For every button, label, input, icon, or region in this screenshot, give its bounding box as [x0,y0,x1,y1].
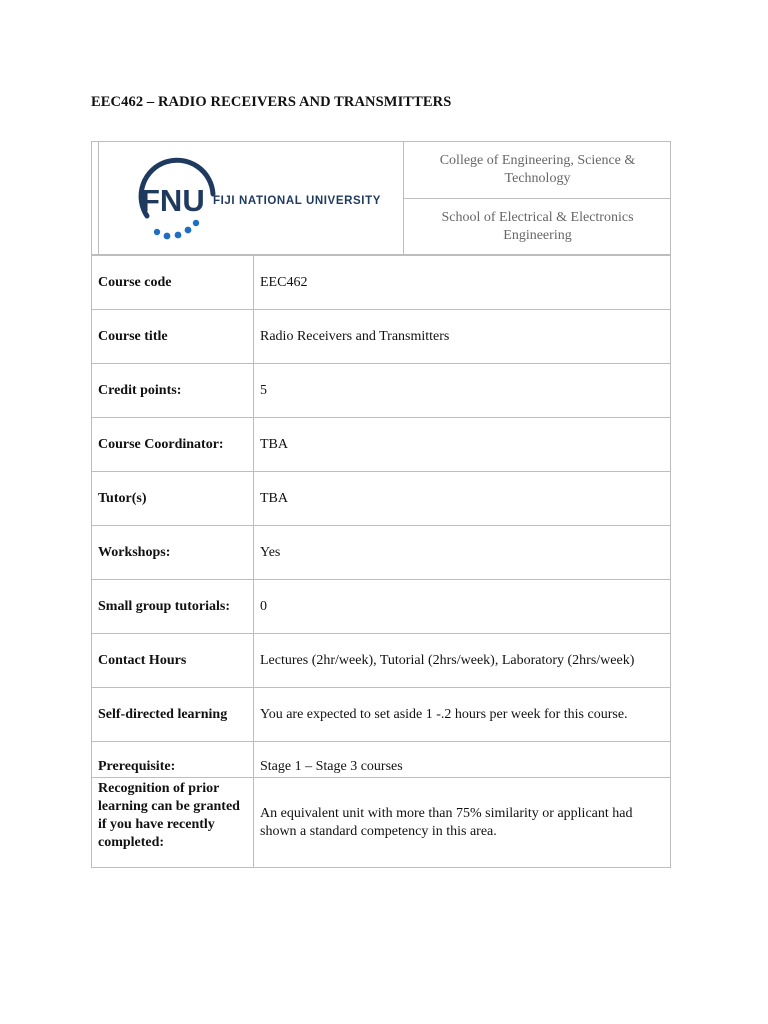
row-value: An equivalent unit with more than 75% similarity or applicant had shown a standard competency in this area. [254,778,671,868]
table-row [92,688,671,742]
table-row [92,364,671,418]
row-label: Course Coordinator: [92,418,254,472]
row-label: Self-directed learning [92,688,254,742]
row-value: You are expected to set aside 1 -.2 hours per week for this course. [254,688,671,742]
row-label: Small group tutorials: [92,580,254,634]
row-label: Credit points: [92,364,254,418]
table-row [92,526,671,580]
row-value: Radio Receivers and Transmitters [254,310,671,364]
row-label: Contact Hours [92,634,254,688]
row-value: TBA [254,418,671,472]
table-row [92,472,671,526]
document-title: EEC462 – RADIO RECEIVERS AND TRANSMITTERS [91,94,452,110]
row-value: 0 [254,580,671,634]
row-value: 5 [254,364,671,418]
table-row [92,580,671,634]
row-label: Prerequisite: [92,742,254,778]
header-block [91,141,671,255]
table-row [92,742,671,778]
row-label: Course code [92,256,254,310]
logo-cell [98,142,404,255]
row-label: Recognition of prior learning can be granted if you have recently completed: [92,778,254,868]
table-row [92,778,671,868]
row-value: Stage 1 – Stage 3 courses [254,742,671,778]
row-label: Tutor(s) [92,472,254,526]
logo-university-name: FIJI NATIONAL UNIVERSITY [213,195,381,207]
table-row [92,256,671,310]
school-name: School of Electrical & Electronics Engineering [441,210,634,243]
row-value: Yes [254,526,671,580]
logo-mark-text: FNU [141,183,205,218]
row-label: Workshops: [92,526,254,580]
row-label: Course title [92,310,254,364]
college-name: College of Engineering, Science & Technology [404,142,671,199]
row-value: TBA [254,472,671,526]
table-row [92,418,671,472]
table-row [92,310,671,364]
table-row [92,634,671,688]
row-value: Lectures (2hr/week), Tutorial (2hrs/week), Laboratory (2hrs/week) [254,634,671,688]
row-value: EEC462 [254,256,671,310]
course-info-table [91,255,671,868]
fnu-logo [127,154,397,244]
